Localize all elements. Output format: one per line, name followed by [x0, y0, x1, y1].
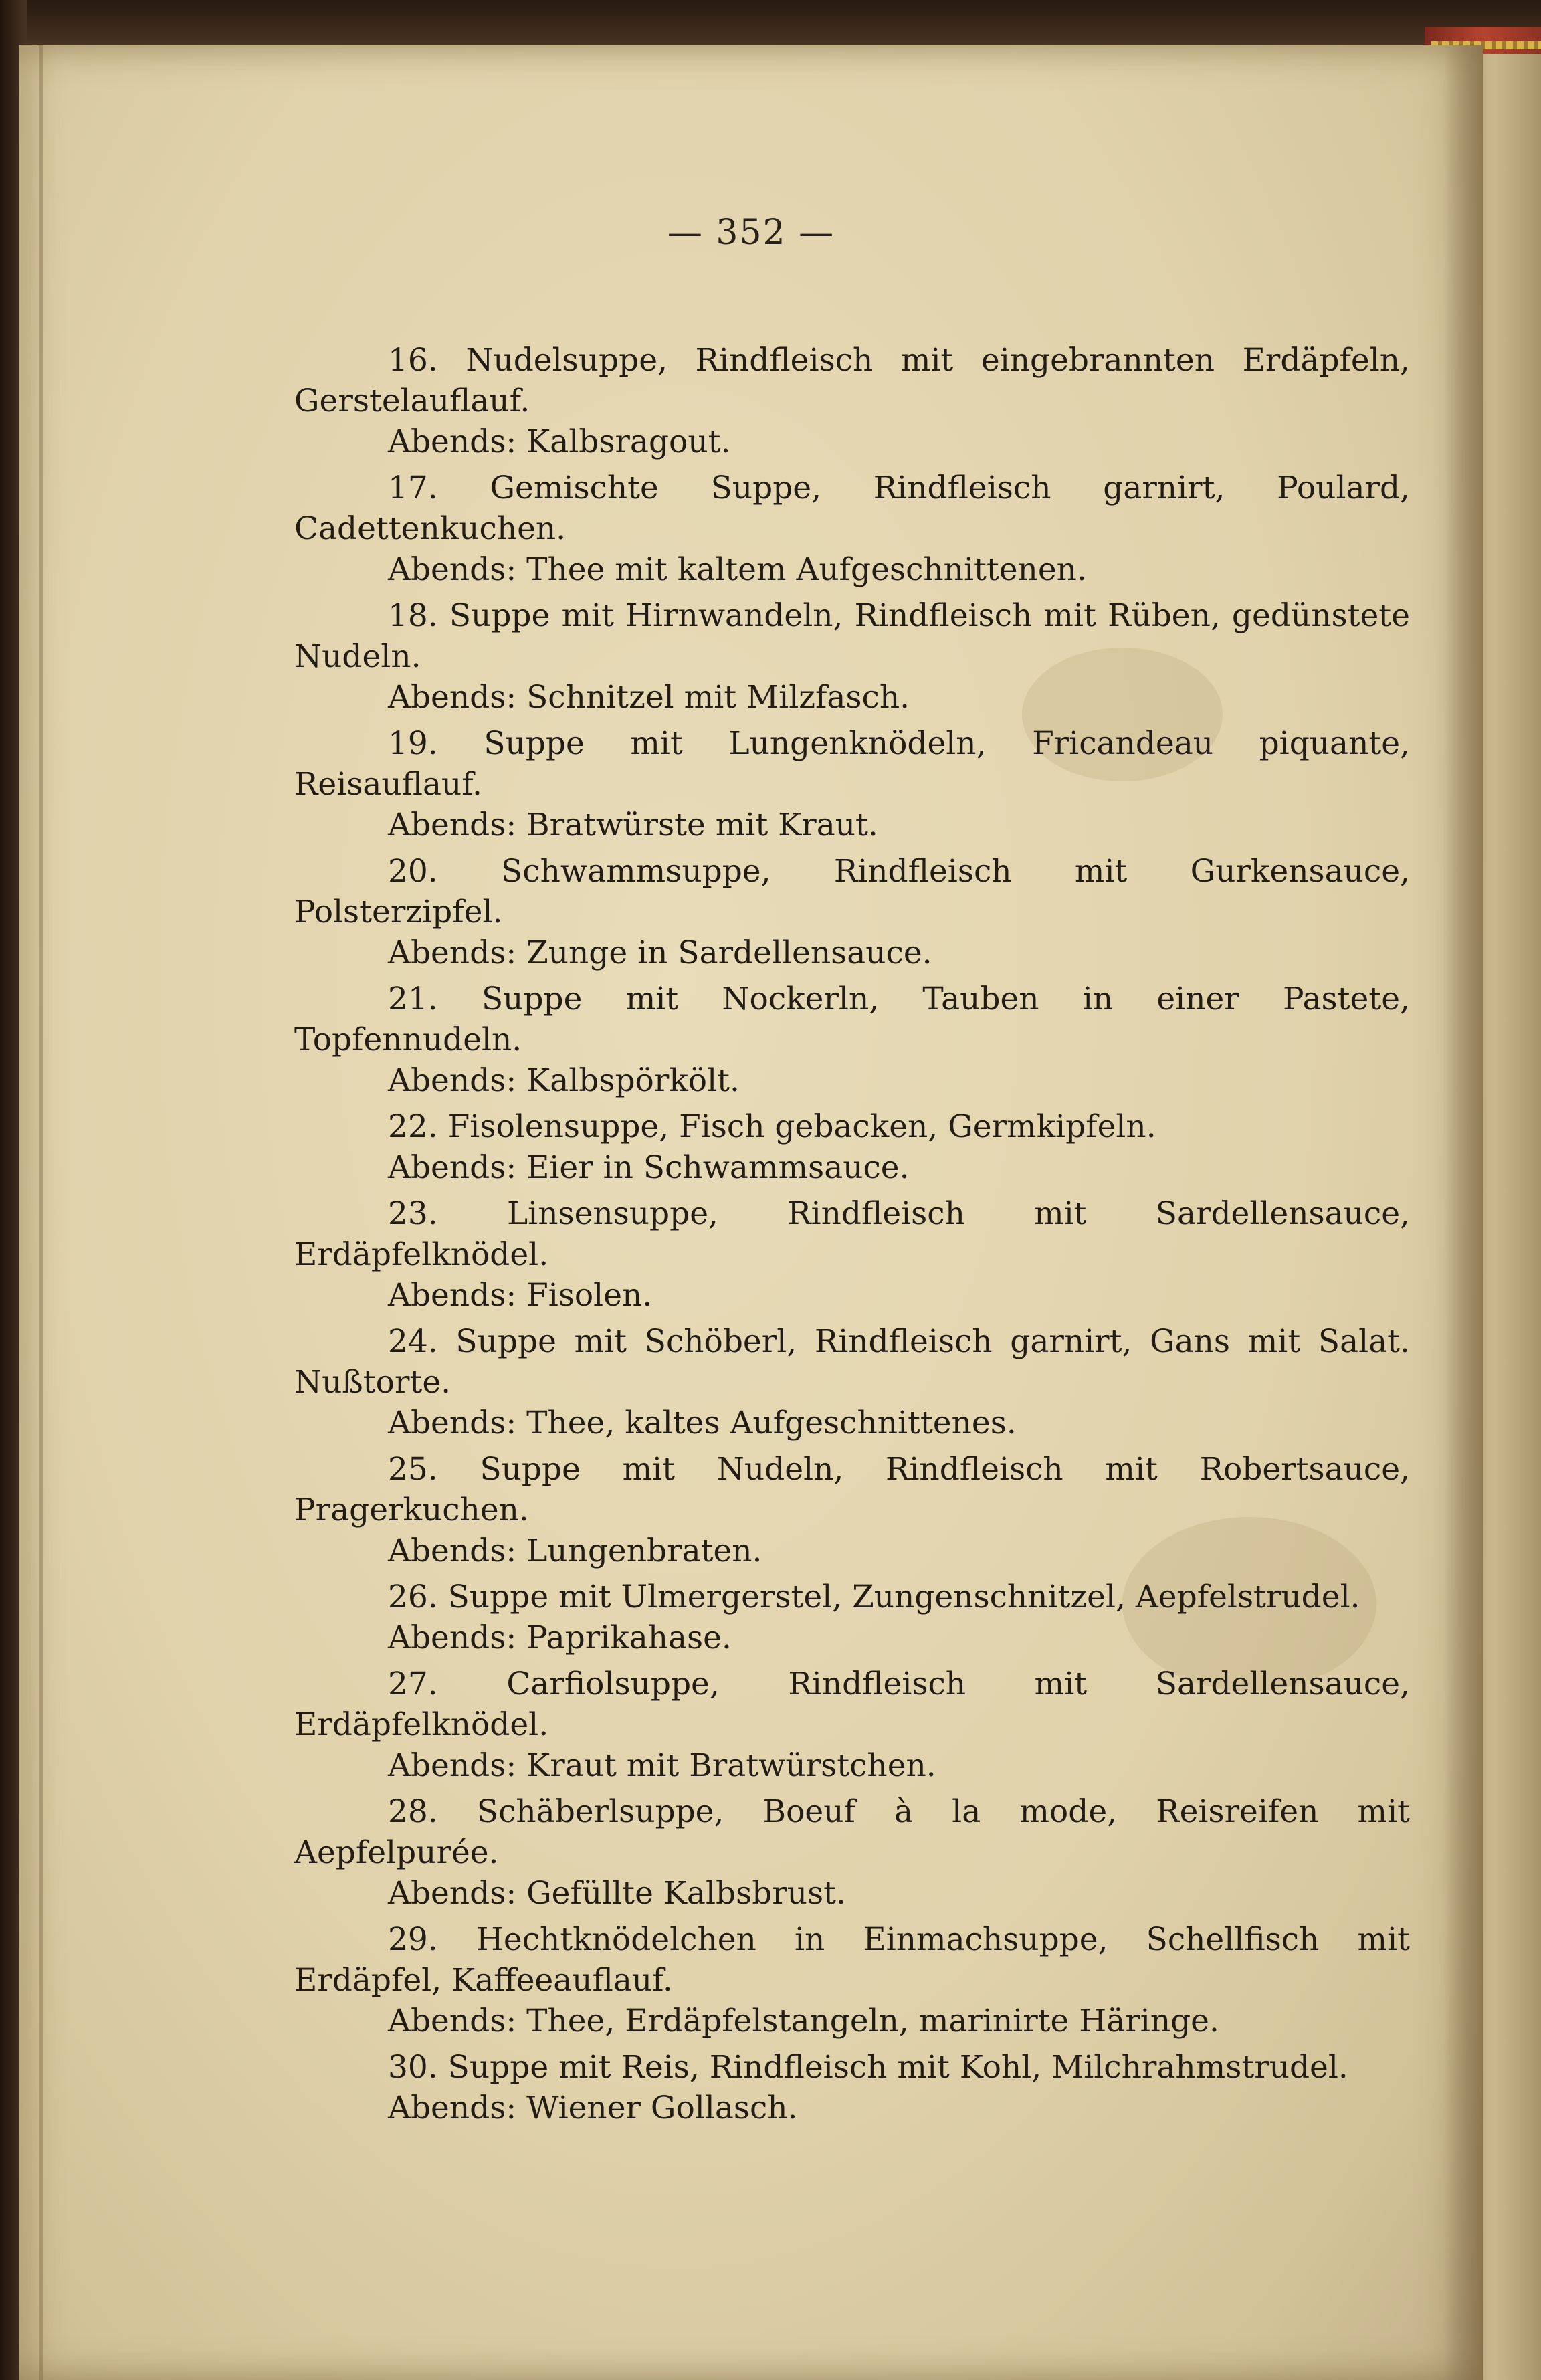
- evening-text: Abends: Lungenbraten.: [388, 1532, 762, 1569]
- evening-text: Abends: Thee mit kaltem Aufgeschnittenen.: [388, 551, 1087, 588]
- meal-text: 27. Carfiolsuppe, Rindfleisch mit Sardellensauce, Erdäpfelknödel.: [294, 1666, 1410, 1743]
- meal-text: 17. Gemischte Suppe, Rindfleisch garnirt, Poulard, Cadettenkuchen.: [294, 470, 1410, 547]
- evening-text: Abends: Schnitzel mit Milzfasch.: [388, 679, 910, 716]
- meal-text: 21. Suppe mit Nockerln, Tauben in einer Pastete, Topfennudeln.: [294, 981, 1410, 1058]
- evening-text: Abends: Eier in Schwammsauce.: [388, 1149, 910, 1186]
- evening-text: Abends: Fisolen.: [388, 1277, 653, 1314]
- meal-text: 30. Suppe mit Reis, Rindfleisch mit Kohl, Milchrahmstrudel.: [388, 2049, 1348, 2086]
- evening-text: Abends: Kraut mit Bratwürstchen.: [388, 1747, 936, 1784]
- meal-text: 19. Suppe mit Lungenknödeln, Fricandeau piquante, Reisauflauf.: [294, 725, 1410, 803]
- meal-text: 29. Hechtknödelchen in Einmachsuppe, Schellfisch mit Erdäpfel, Kaffeeauflauf.: [294, 1921, 1410, 1999]
- evening-text: Abends: Kalbsragout.: [388, 423, 731, 460]
- meal-text: 20. Schwammsuppe, Rindfleisch mit Gurkensauce, Polsterzipfel.: [294, 853, 1410, 930]
- evening-text: Abends: Zunge in Sardellensauce.: [388, 934, 932, 971]
- book-page: [19, 45, 1483, 2380]
- menu-entry: [294, 1193, 1410, 1316]
- evening-text: Abends: Wiener Gollasch.: [388, 2090, 798, 2126]
- menu-entry: [294, 1577, 1410, 1658]
- menu-entry: [294, 1664, 1410, 1786]
- menu-entry: [294, 851, 1410, 973]
- evening-text: Abends: Kalbspörkölt.: [388, 1062, 740, 1099]
- evening-text: Abends: Thee, Erdäpfelstangeln, marinirte Häringe.: [388, 2003, 1219, 2040]
- menu-entry: [294, 1106, 1410, 1188]
- book-top-background: [0, 0, 1541, 47]
- page-number: — 352 —: [667, 213, 835, 253]
- menu-entry: [294, 979, 1410, 1101]
- menu-entry: [294, 1791, 1410, 1914]
- menu-entry: [294, 1449, 1410, 1571]
- meal-text: 25. Suppe mit Nudeln, Rindfleisch mit Robertsauce, Pragerkuchen.: [294, 1451, 1410, 1528]
- meal-text: 24. Suppe mit Schöberl, Rindfleisch garnirt, Gans mit Salat. Nußtorte.: [294, 1323, 1410, 1401]
- evening-text: Abends: Thee, kaltes Aufgeschnittenes.: [388, 1405, 1017, 1442]
- menu-entry: [294, 340, 1410, 462]
- page-margin-fold: [39, 45, 43, 2380]
- menu-entry: [294, 723, 1410, 846]
- meal-text: 22. Fisolensuppe, Fisch gebacken, Germkipfeln.: [388, 1108, 1156, 1145]
- menu-entry: [294, 2047, 1410, 2128]
- meal-text: 16. Nudelsuppe, Rindfleisch mit eingebrannten Erdäpfeln, Gerstelauflauf.: [294, 342, 1410, 419]
- meal-text: 23. Linsensuppe, Rindfleisch mit Sardellensauce, Erdäpfelknödel.: [294, 1195, 1410, 1273]
- evening-text: Abends: Paprikahase.: [388, 1619, 732, 1656]
- menu-entries: [294, 340, 1410, 2134]
- menu-entry: [294, 1919, 1410, 2042]
- menu-entry: [294, 595, 1410, 718]
- meal-text: 18. Suppe mit Hirnwandeln, Rindfleisch mit Rüben, gedünstete Nudeln.: [294, 597, 1410, 675]
- meal-text: 28. Schäberlsuppe, Boeuf à la mode, Reisreifen mit Aepfelpurée.: [294, 1793, 1410, 1871]
- evening-text: Abends: Gefüllte Kalbsbrust.: [388, 1875, 846, 1912]
- menu-entry: [294, 1321, 1410, 1444]
- menu-entry: [294, 468, 1410, 590]
- page-gutter-shadow: [1443, 45, 1483, 2380]
- meal-text: 26. Suppe mit Ulmergerstel, Zungenschnitzel, Aepfelstrudel.: [388, 1579, 1360, 1615]
- evening-text: Abends: Bratwürste mit Kraut.: [388, 807, 878, 844]
